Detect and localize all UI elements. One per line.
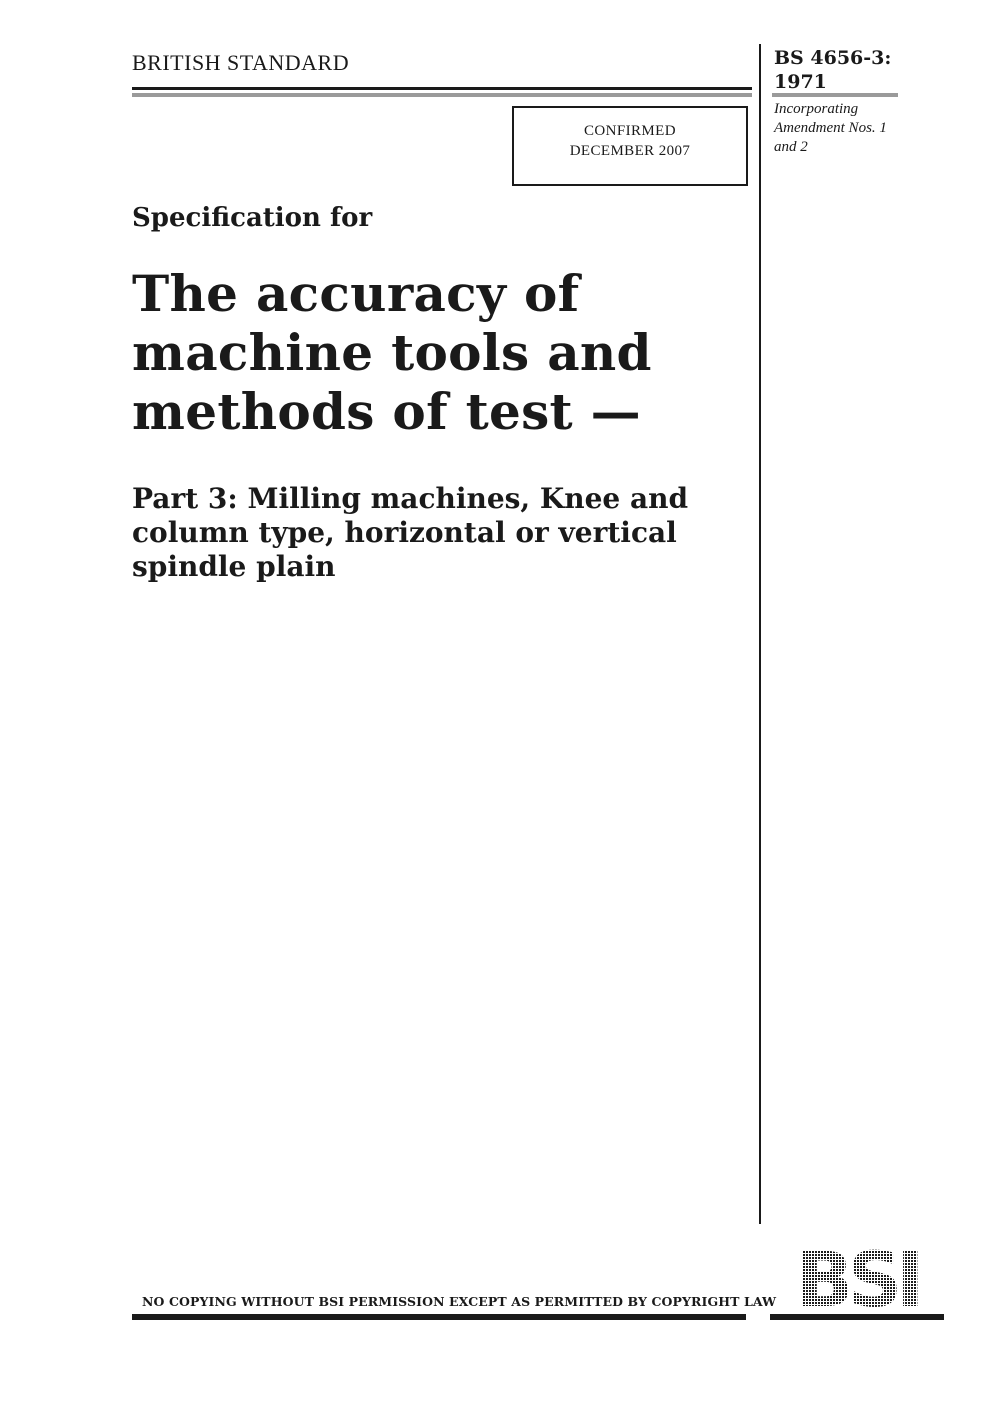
bsi-logo-text: BSI (795, 1242, 919, 1312)
main-title-line1: The accuracy of (132, 264, 580, 323)
header-rule-grey (132, 93, 752, 97)
amendment-line1: Incorporating (774, 101, 859, 117)
confirmed-label: CONFIRMED (584, 123, 676, 139)
amendment-note (774, 100, 924, 157)
copyright-notice: NO COPYING WITHOUT BSI PERMISSION EXCEPT AS PERMITTED BY COPYRIGHT LAW (142, 1294, 777, 1309)
amendment-line2: Amendment Nos. 1 (774, 120, 887, 136)
amendment-line3: and 2 (774, 139, 808, 155)
bsi-logo (770, 1242, 945, 1312)
footer-rule-main (132, 1314, 746, 1320)
footer-rule-logo (770, 1314, 944, 1320)
part-title-line2: column type, horizontal or vertical (132, 516, 677, 549)
standard-number-line1: BS 4656-3: (774, 47, 892, 69)
series-label: BRITISH STANDARD (132, 50, 350, 75)
part-title (132, 482, 732, 584)
confirmed-status-box (512, 106, 748, 186)
column-divider (759, 44, 761, 1224)
standard-number-line2: 1971 (774, 71, 827, 93)
main-title-line2: machine tools and (132, 323, 652, 382)
main-title (132, 264, 732, 441)
header-rule-black (132, 87, 752, 90)
main-title-line3: methods of test — (132, 382, 641, 441)
part-title-line3: spindle plain (132, 550, 336, 583)
part-title-line1: Part 3: Milling machines, Knee and (132, 482, 689, 515)
confirmed-date: DECEMBER 2007 (569, 143, 691, 159)
title-kicker: Specification for (132, 203, 373, 233)
standard-number (774, 46, 891, 94)
